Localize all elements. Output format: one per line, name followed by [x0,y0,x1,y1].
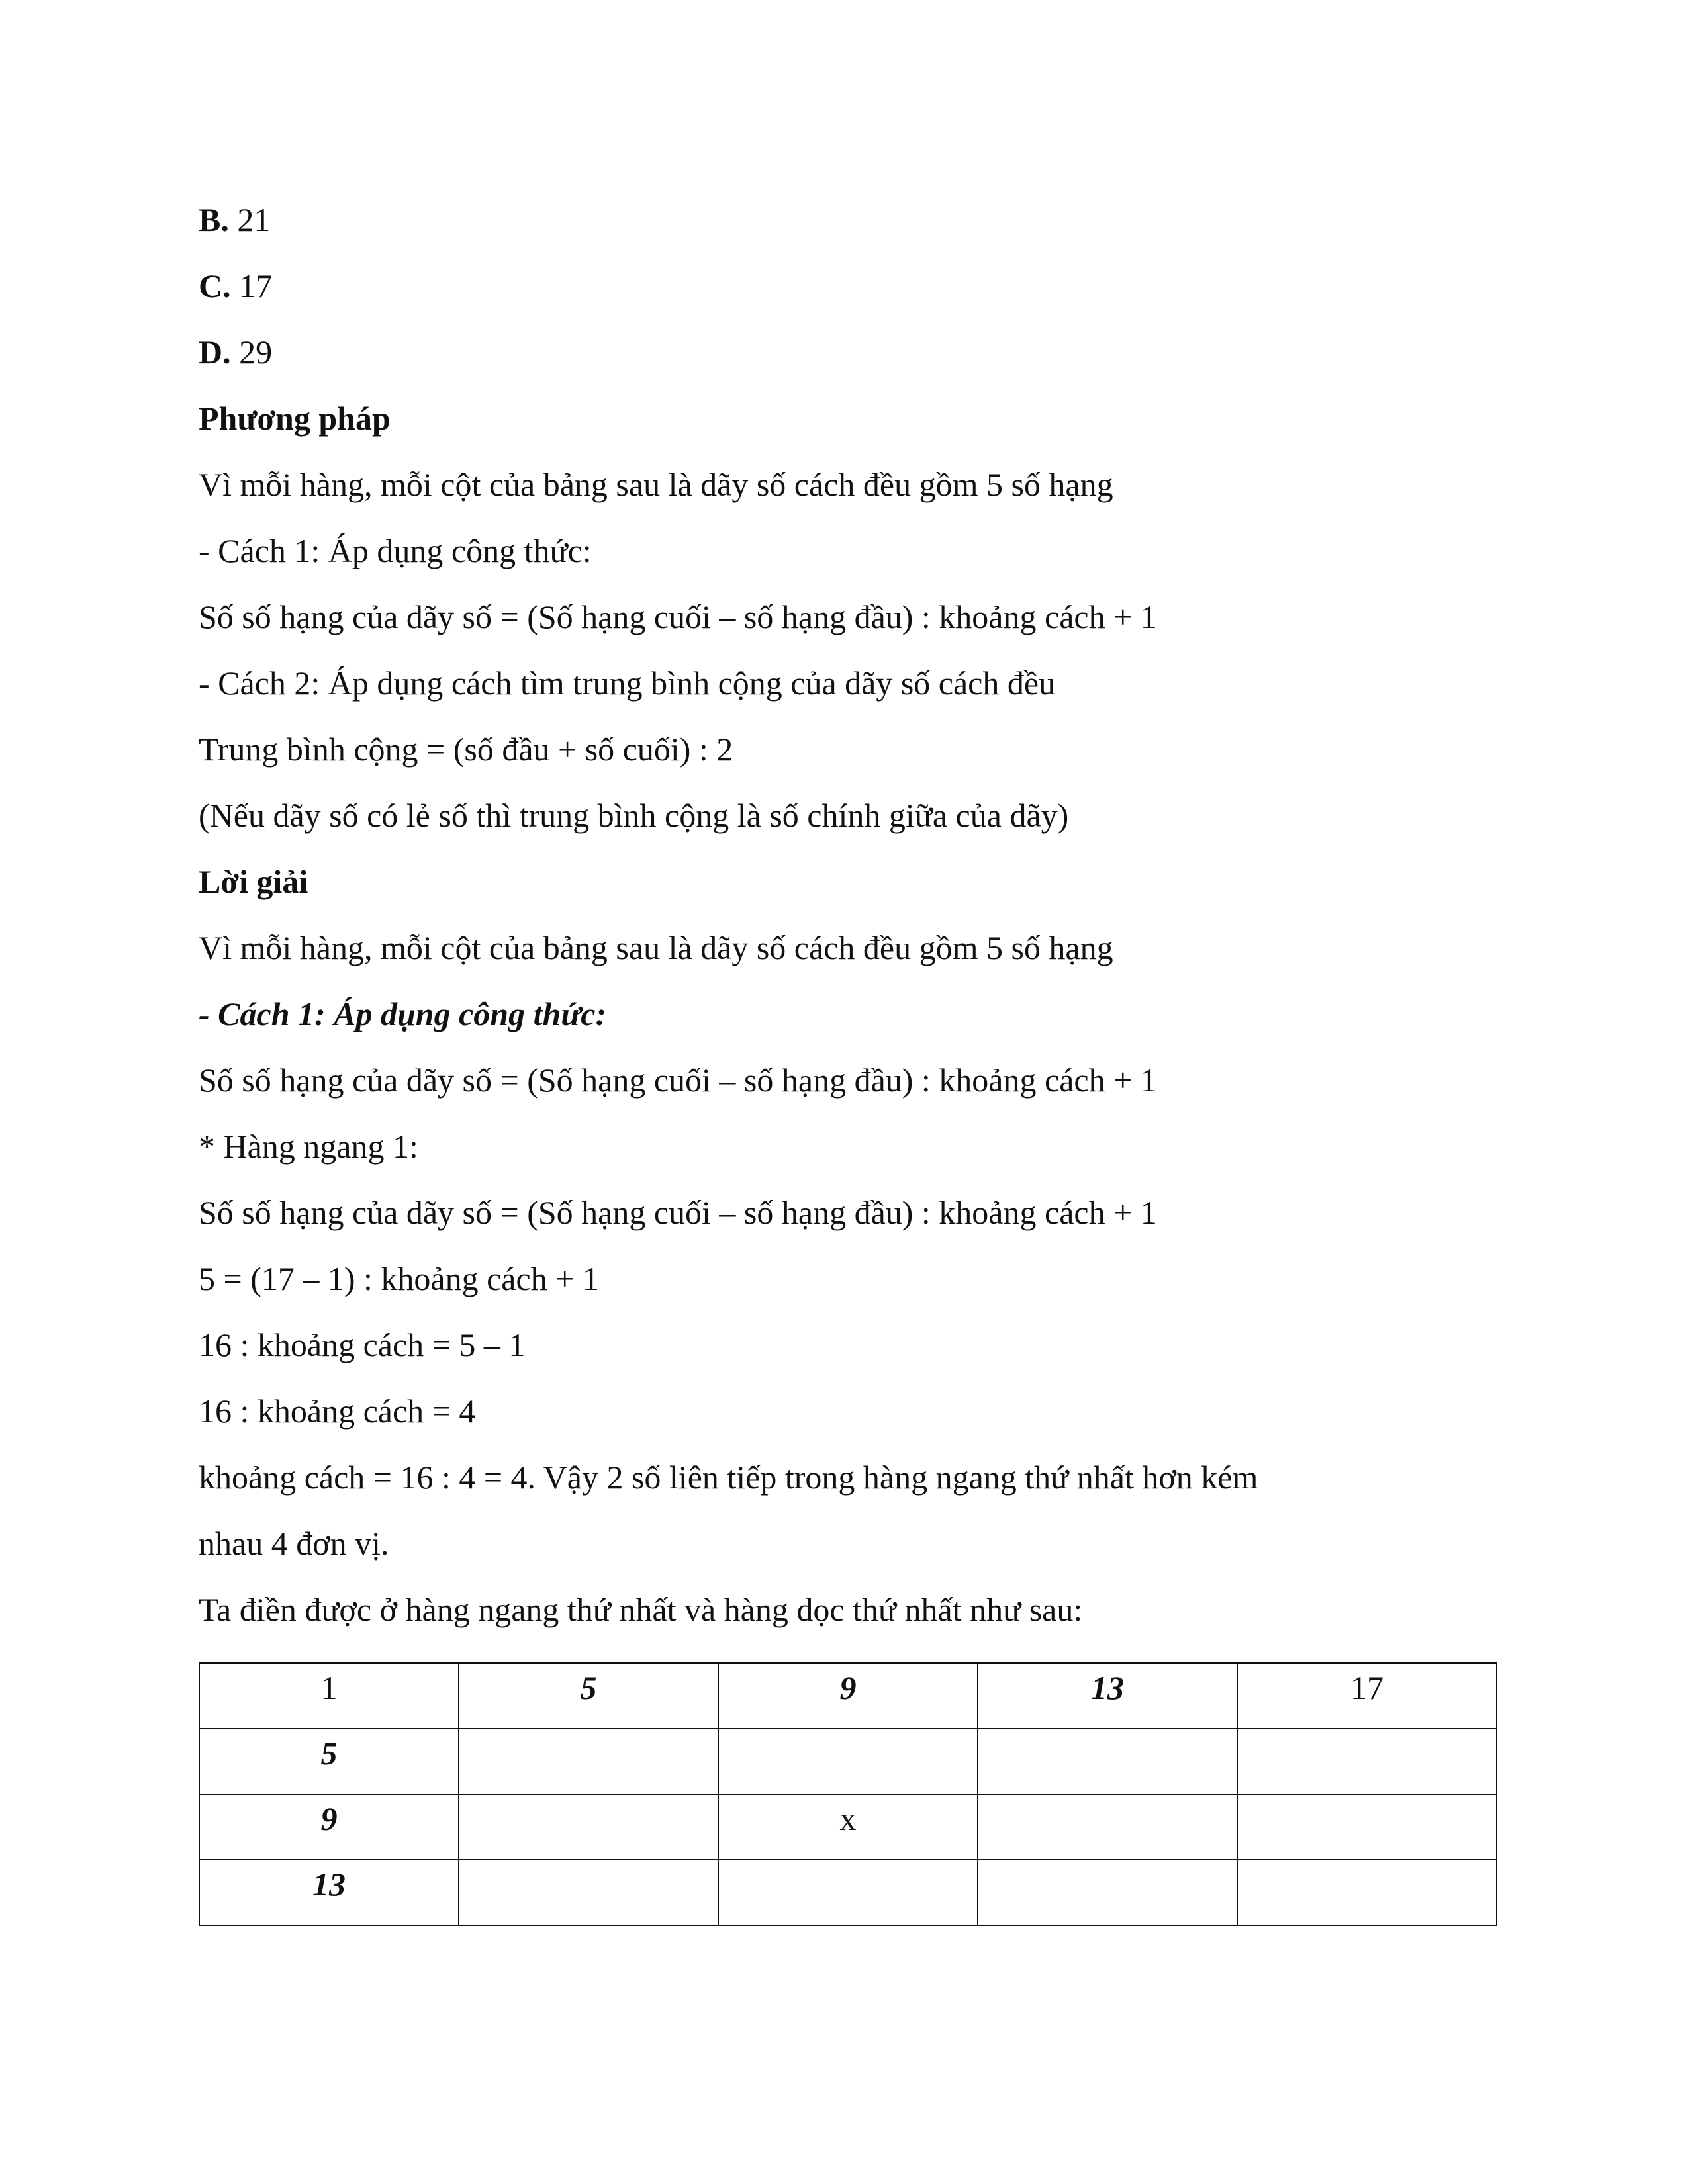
table-cell [978,1794,1237,1860]
table-cell [978,1860,1237,1925]
table-cell: 5 [459,1663,718,1729]
option-b: B. 21 [199,201,271,238]
solution-line: 5 = (17 – 1) : khoảng cách + 1 [199,1260,599,1297]
table-cell [459,1729,718,1794]
table-cell [718,1860,978,1925]
solution-heading: Lời giải [199,863,308,900]
solution-line: khoảng cách = 16 : 4 = 4. Vậy 2 số liên tiếp trong hàng ngang thứ nhất hơn kém [199,1459,1258,1496]
table-cell [459,1860,718,1925]
table-cell: 13 [199,1860,459,1925]
table-cell [718,1729,978,1794]
method-line: Số số hạng của dãy số = (Số hạng cuối – số hạng đầu) : khoảng cách + 1 [199,598,1157,635]
table-cell: 9 [718,1663,978,1729]
method-line: - Cách 2: Áp dụng cách tìm trung bình cộng của dãy số cách đều [199,664,1056,702]
method-line: - Cách 1: Áp dụng công thức: [199,532,592,569]
method-heading: Phương pháp [199,400,391,437]
method-line: Vì mỗi hàng, mỗi cột của bảng sau là dãy số cách đều gồm 5 số hạng [199,466,1113,503]
option-c: C. 17 [199,267,273,304]
solution-subheading: - Cách 1: Áp dụng công thức: [199,995,607,1032]
option-d: D. 29 [199,334,273,371]
table-cell: x [718,1794,978,1860]
table-cell [459,1794,718,1860]
solution-line: * Hàng ngang 1: [199,1128,418,1165]
solution-line: 16 : khoảng cách = 4 [199,1392,476,1430]
solution-line: Ta điền được ở hàng ngang thứ nhất và hàng dọc thứ nhất như sau: [199,1591,1083,1628]
table-row [199,1663,1497,1729]
table-cell: 5 [199,1729,459,1794]
table-cell: 9 [199,1794,459,1860]
table-cell: 17 [1237,1663,1497,1729]
number-grid-table [199,1662,1497,1926]
table-row [199,1860,1497,1925]
table-cell: 13 [978,1663,1237,1729]
table-cell [1237,1860,1497,1925]
method-line: Trung bình cộng = (số đầu + số cuối) : 2 [199,731,733,768]
table-row [199,1729,1497,1794]
table-cell: 1 [199,1663,459,1729]
table-cell [1237,1729,1497,1794]
solution-line: Số số hạng của dãy số = (Số hạng cuối – số hạng đầu) : khoảng cách + 1 [199,1194,1157,1231]
table-cell [1237,1794,1497,1860]
solution-line: 16 : khoảng cách = 5 – 1 [199,1326,526,1363]
table-row [199,1794,1497,1860]
method-line: (Nếu dãy số có lẻ số thì trung bình cộng là số chính giữa của dãy) [199,797,1069,834]
table-cell [978,1729,1237,1794]
solution-intro: Vì mỗi hàng, mỗi cột của bảng sau là dãy số cách đều gồm 5 số hạng [199,929,1113,966]
solution-line: nhau 4 đơn vị. [199,1525,389,1562]
solution-line: Số số hạng của dãy số = (Số hạng cuối – số hạng đầu) : khoảng cách + 1 [199,1062,1157,1099]
